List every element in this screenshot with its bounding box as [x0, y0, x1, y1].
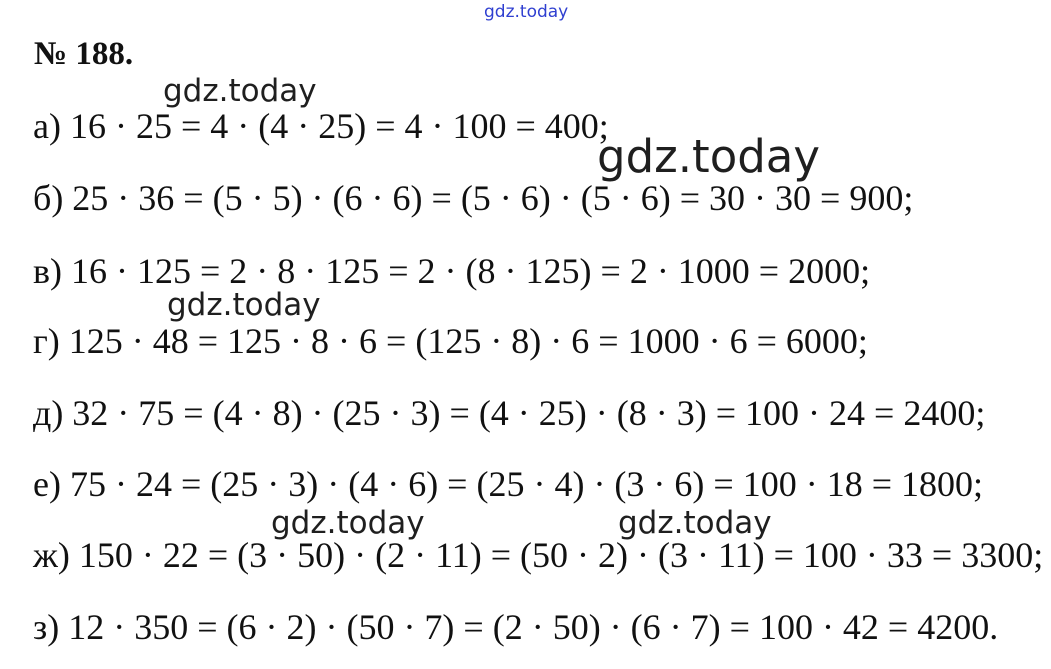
solution-line-v: в) 16 · 125 = 2 · 8 · 125 = 2 · (8 · 125) = 2 · 1000 = 2000; [33, 251, 871, 291]
solution-line-a: а) 16 · 25 = 4 · (4 · 25) = 4 · 100 = 400; [33, 106, 609, 146]
watermark-2: gdz.today [597, 130, 821, 183]
watermark-5: gdz.today [618, 505, 772, 541]
watermark-top: gdz.today [484, 2, 569, 22]
solution-line-e: е) 75 · 24 = (25 · 3) · (4 · 6) = (25 · 4) · (3 · 6) = 100 · 18 = 1800; [33, 464, 983, 504]
solution-line-g: г) 125 · 48 = 125 · 8 · 6 = (125 · 8) · 6 = 1000 · 6 = 6000; [33, 321, 868, 361]
solution-line-z: з) 12 · 350 = (6 · 2) · (50 · 7) = (2 · 50) · (6 · 7) = 100 · 42 = 4200. [33, 607, 999, 647]
problem-number: № 188. [34, 36, 134, 72]
solution-line-zh: ж) 150 · 22 = (3 · 50) · (2 · 11) = (50 · 2) · (3 · 11) = 100 · 33 = 3300; [33, 535, 1044, 575]
solution-line-b: б) 25 · 36 = (5 · 5) · (6 · 6) = (5 · 6) · (5 · 6) = 30 · 30 = 900; [33, 178, 914, 218]
solution-line-d: д) 32 · 75 = (4 · 8) · (25 · 3) = (4 · 25) · (8 · 3) = 100 · 24 = 2400; [33, 393, 986, 433]
watermark-3: gdz.today [167, 287, 321, 323]
watermark-1: gdz.today [163, 73, 317, 109]
watermark-4: gdz.today [271, 505, 425, 541]
